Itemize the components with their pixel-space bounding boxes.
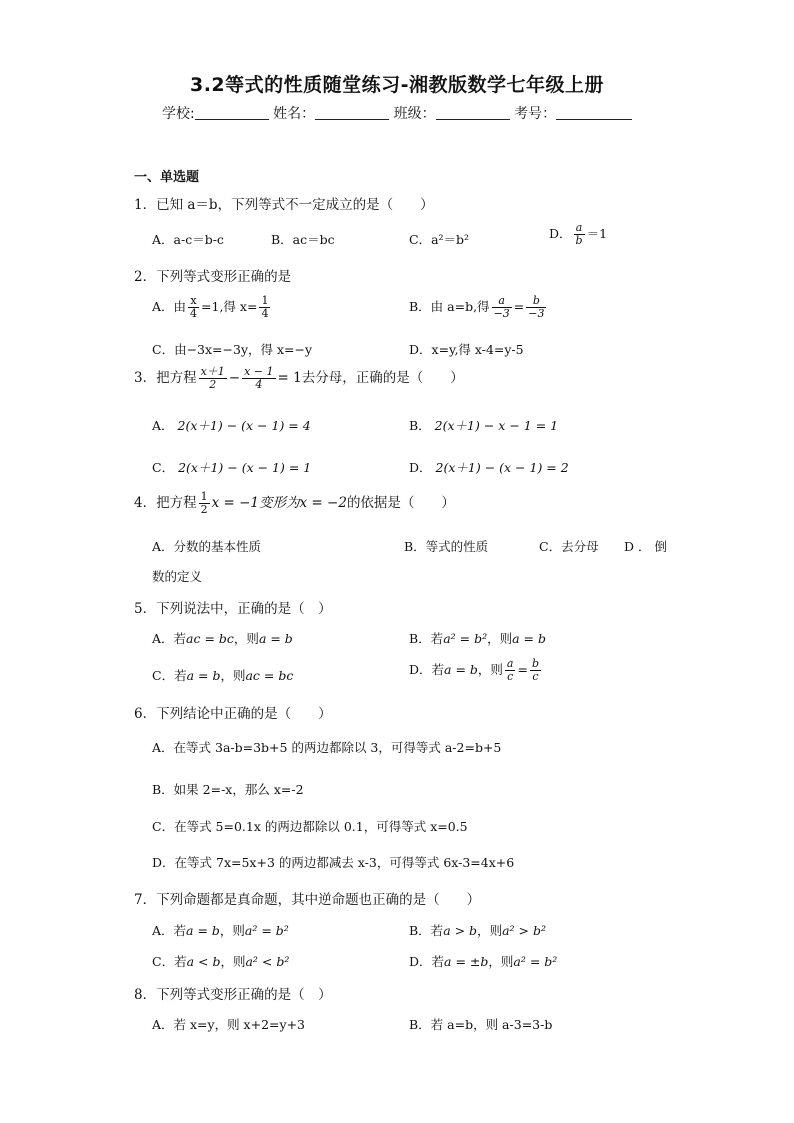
question-1-option-d: D． $\frac{a}{b}$ ＝1 [549,221,608,247]
number-label: 考号： [514,106,557,122]
school-blank[interactable] [195,105,269,120]
class-blank[interactable] [436,105,510,120]
question-4-option-a: A．分数的基本性质 [152,539,262,554]
question-6-option-a: A．在等式 3a-b=3b+5 的两边都除以 3，可得等式 a-2=b+5 [152,740,502,755]
question-6-option-c: C．在等式 5=0.1x 的两边都除以 0.1，可得等式 x=0.5 [152,819,468,834]
question-7-stem: 7．下列命题都是真命题，其中逆命题也正确的是（ ） [134,892,481,908]
question-7-option-d: D．若a = ±b，则a² = b² [409,954,558,969]
question-7-option-b: B．若a > b，则a² > b² [409,923,546,938]
question-4-option-c: C．去分母 [539,539,599,554]
section-heading: 一、单选题 [134,170,200,185]
page-title: 3.2等式的性质随堂练习-湘教版数学七年级上册 [189,74,605,96]
question-7-option-a: A．若a = b，则a² = b² [152,923,289,938]
question-5-option-a: A．若ac = bc，则a = b [152,631,293,646]
question-4-option-d: D ． 倒 [624,539,667,554]
question-1-option-b: B．ac＝bc [271,232,335,247]
number-blank[interactable] [556,105,632,120]
question-6-option-d: D．在等式 7x=5x+3 的两边都减去 x-3，可得等式 6x-3=4x+6 [152,855,515,870]
question-6-option-b: B．如果 2=-x，那么 x=-2 [152,782,304,797]
question-3-stem: 3．把方程 $\frac{x+1}{2}$ − $\frac{x - 1}{4}$ = 1去分母，正确的是（ ） [134,365,464,391]
question-4-option-d-continued: 数的定义 [152,569,203,584]
question-8-option-b: B．若 a=b，则 a-3=3-b [409,1017,553,1032]
question-2-option-a: A．由 $\frac{x}{4}$ =1,得 x= $\frac{1}{4}$ [152,294,269,320]
name-blank[interactable] [315,105,389,120]
question-5-option-c: C．若a = b，则ac = bc [152,668,294,683]
student-info-line [162,103,632,123]
question-3-option-d: D． 2(x＋1) − (x − 1) = 2 [409,460,569,475]
question-6-stem: 6．下列结论中正确的是（ ） [134,706,332,722]
question-3-option-c: C． 2(x＋1) − (x − 1) = 1 [152,460,312,475]
question-1-option-a: A．a-c＝b-c [152,232,224,247]
question-8-stem: 8．下列等式变形正确的是（ ） [134,987,332,1003]
question-3-option-b: B． 2(x＋1) − x − 1 = 1 [409,418,559,433]
class-label: 班级： [393,106,436,122]
question-2-stem: 2．下列等式变形正确的是 [134,269,292,285]
question-2-option-d: D．x=y,得 x-4=y-5 [409,342,524,357]
school-label: 学校: [162,106,195,122]
question-7-option-c: C．若a < b，则a² < b² [152,954,290,969]
question-5-stem: 5．下列说法中，正确的是（ ） [134,601,332,617]
question-2-option-c: C．由−3x=−3y，得 x=−y [152,342,313,357]
question-1-stem: 1．已知 a＝b，下列等式不一定成立的是（ ） [134,197,434,213]
question-8-option-a: A．若 x=y，则 x+2=y+3 [152,1017,305,1032]
question-4-option-b: B．等式的性质 [404,539,489,554]
question-2-option-b: B．由 a=b,得 $\frac{a}{-3}$ = $\frac{b}{-3}$ [409,294,545,320]
name-label: 姓名： [273,106,316,122]
question-4-stem: 4．把方程 $\frac{1}{2}$ x = −1变形为x = −2的依据是（ ） [134,490,455,516]
question-5-option-b: B．若a² = b²，则a = b [409,631,546,646]
question-1-option-c: C．a²＝b² [409,232,470,247]
question-5-option-d: D．若a = b，则 $\frac{a}{c}$ = $\frac{b}{c}$ [409,657,540,683]
question-3-option-a: A． 2(x＋1) − (x − 1) = 4 [152,418,311,433]
